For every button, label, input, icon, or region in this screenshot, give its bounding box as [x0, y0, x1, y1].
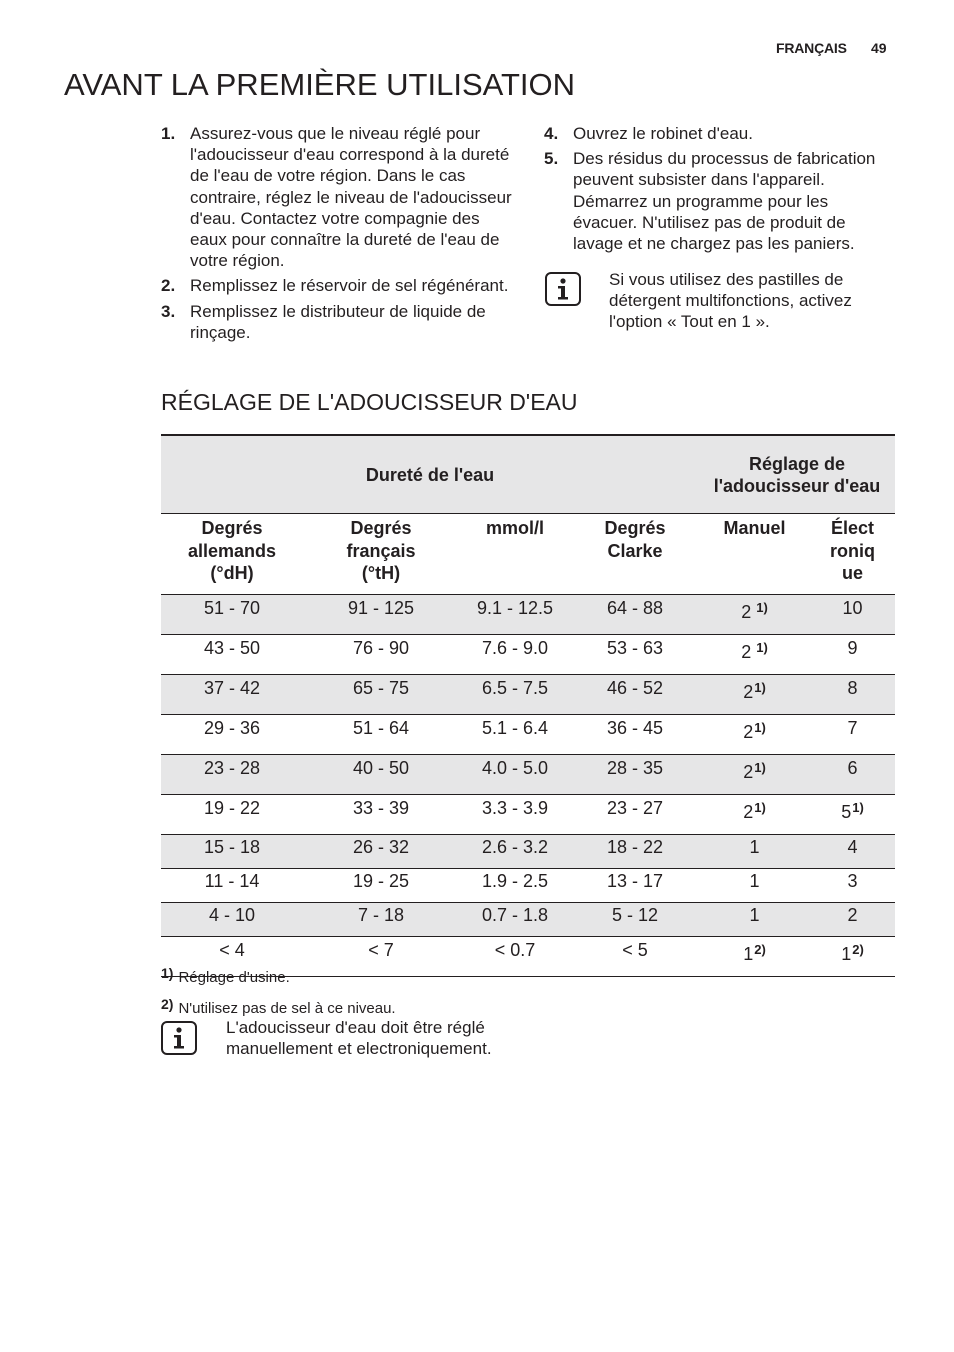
footnote-1: 1) Réglage d'usine.	[161, 965, 290, 986]
cell-electronic: 6	[810, 755, 895, 795]
step-1	[161, 123, 513, 271]
step-number: 3.	[161, 301, 176, 321]
cell-french-degrees: 7 - 18	[303, 903, 459, 937]
cell-clarke-degrees: 46 - 52	[571, 675, 699, 715]
cell-manual: 1$^{2)}$	[699, 937, 810, 977]
step-text: Ouvrez le robinet d'eau.	[573, 124, 753, 143]
steps-right-column	[544, 123, 896, 258]
cell-german-degrees: 19 - 22	[161, 795, 303, 835]
footnote-mark: 2)	[754, 942, 766, 957]
step-number: 2.	[161, 276, 176, 296]
header-language: FRANÇAIS	[776, 40, 847, 56]
footnote-mark: 1)	[754, 760, 766, 775]
cell-french-degrees: 51 - 64	[303, 715, 459, 755]
footnote-mark: 1)	[756, 640, 768, 655]
cell-french-degrees: 65 - 75	[303, 675, 459, 715]
info-icon	[161, 1021, 197, 1055]
cell-manual: 2$^{1)}$	[699, 715, 810, 755]
step-5	[544, 148, 896, 254]
cell-electronic: 2	[810, 903, 895, 937]
cell-german-degrees: 15 - 18	[161, 835, 303, 869]
cell-electronic: 7	[810, 715, 895, 755]
cell-manual: 1	[699, 869, 810, 903]
cell-french-degrees: 19 - 25	[303, 869, 459, 903]
cell-mmol: 7.6 - 9.0	[459, 635, 571, 675]
table-row	[161, 715, 895, 755]
cell-clarke-degrees: 53 - 63	[571, 635, 699, 675]
table-row	[161, 869, 895, 903]
page-number: 49	[871, 40, 887, 56]
cell-clarke-degrees: 13 - 17	[571, 869, 699, 903]
cell-clarke-degrees: 23 - 27	[571, 795, 699, 835]
main-title: AVANT LA PREMIÈRE UTILISATION	[64, 67, 576, 102]
cell-french-degrees: 40 - 50	[303, 755, 459, 795]
col-german-degrees: Degrés allemands (°dH)	[161, 514, 303, 595]
cell-german-degrees: 43 - 50	[161, 635, 303, 675]
cell-clarke-degrees: 18 - 22	[571, 835, 699, 869]
cell-manual: 2 $^{1)}$	[699, 635, 810, 675]
table-row	[161, 675, 895, 715]
cell-clarke-degrees: 28 - 35	[571, 755, 699, 795]
step-4	[544, 123, 896, 144]
cell-mmol: 0.7 - 1.8	[459, 903, 571, 937]
cell-electronic: 1$^{2)}$	[810, 937, 895, 977]
footnote-mark: 1)	[852, 800, 864, 815]
step-number: 4.	[544, 124, 559, 143]
info-note-text: L'adoucisseur d'eau doit être réglé manuellement et electroniquement.	[226, 1018, 492, 1059]
col-clarke-degrees: Degrés Clarke	[571, 514, 699, 595]
steps-left-column	[161, 123, 513, 347]
cell-electronic: 4	[810, 835, 895, 869]
cell-manual: 1	[699, 903, 810, 937]
cell-electronic: 8	[810, 675, 895, 715]
cell-mmol: 3.3 - 3.9	[459, 795, 571, 835]
cell-german-degrees: < 4	[161, 937, 303, 977]
cell-mmol: 9.1 - 12.5	[459, 595, 571, 635]
step-2	[161, 275, 513, 296]
cell-mmol: 5.1 - 6.4	[459, 715, 571, 755]
cell-german-degrees: 11 - 14	[161, 869, 303, 903]
footnote-mark: 1)	[754, 680, 766, 695]
step-text: Assurez-vous que le niveau réglé pour l'adoucisseur d'eau correspond à la dureté de l'eau de votre région. Dans le cas contraire, réglez le niveau de l'adoucisseur d'eau. Contactez votre compagnie des eaux pour connaître la dureté de l'eau de votre région.	[190, 124, 512, 271]
cell-manual: 2$^{1)}$	[699, 675, 810, 715]
step-number: 5.	[544, 149, 559, 169]
cell-clarke-degrees: < 5	[571, 937, 699, 977]
cell-clarke-degrees: 5 - 12	[571, 903, 699, 937]
section-title: RÉGLAGE DE L'ADOUCISSEUR D'EAU	[161, 389, 578, 415]
col-french-degrees: Degrés français (°tH)	[303, 514, 459, 595]
table-row	[161, 635, 895, 675]
table-row	[161, 795, 895, 835]
cell-german-degrees: 23 - 28	[161, 755, 303, 795]
cell-clarke-degrees: 36 - 45	[571, 715, 699, 755]
cell-electronic: 3	[810, 869, 895, 903]
step-text: Des résidus du processus de fabrication peuvent subsister dans l'appareil. Démarrez un programme pour les évacuer. N'utilisez pas de produit de lavage et ne chargez pas les paniers.	[573, 149, 876, 254]
cell-french-degrees: 91 - 125	[303, 595, 459, 635]
cell-german-degrees: 29 - 36	[161, 715, 303, 755]
cell-french-degrees: < 7	[303, 937, 459, 977]
info-note-text: Si vous utilisez des pastilles de détergent multifonctions, activez l'option « Tout en 1 ».	[609, 270, 852, 332]
cell-mmol: < 0.7	[459, 937, 571, 977]
cell-german-degrees: 4 - 10	[161, 903, 303, 937]
cell-mmol: 1.9 - 2.5	[459, 869, 571, 903]
step-number: 1.	[161, 124, 176, 143]
cell-electronic: 9	[810, 635, 895, 675]
table-row	[161, 755, 895, 795]
cell-french-degrees: 33 - 39	[303, 795, 459, 835]
step-text: Remplissez le réservoir de sel régénérant.	[190, 276, 509, 296]
cell-french-degrees: 76 - 90	[303, 635, 459, 675]
footnote-2: 2) N'utilisez pas de sel à ce niveau.	[161, 996, 396, 1017]
cell-french-degrees: 26 - 32	[303, 835, 459, 869]
cell-clarke-degrees: 64 - 88	[571, 595, 699, 635]
table-row	[161, 903, 895, 937]
cell-manual: 2$^{1)}$	[699, 755, 810, 795]
cell-manual: 1	[699, 835, 810, 869]
cell-manual: 2$^{1)}$	[699, 795, 810, 835]
cell-electronic: 5$^{1)}$	[810, 795, 895, 835]
cell-mmol: 6.5 - 7.5	[459, 675, 571, 715]
cell-electronic: 10	[810, 595, 895, 635]
cell-german-degrees: 37 - 42	[161, 675, 303, 715]
col-manual: Manuel	[699, 514, 810, 595]
header-softener-setting: Réglage de l'adoucisseur d'eau	[699, 435, 895, 514]
header-water-hardness: Dureté de l'eau	[161, 435, 699, 514]
cell-manual: 2 $^{1)}$	[699, 595, 810, 635]
footnote-mark: 2)	[852, 942, 864, 957]
step-3	[161, 301, 513, 343]
step-text: Remplissez le distributeur de liquide de rinçage.	[190, 301, 486, 342]
footnote-mark: 1)	[756, 600, 768, 615]
info-icon	[545, 272, 581, 306]
footnotes	[161, 960, 396, 1022]
table-row	[161, 835, 895, 869]
col-mmol: mmol/l	[459, 514, 571, 595]
cell-mmol: 2.6 - 3.2	[459, 835, 571, 869]
col-electronic: Électronique	[810, 514, 895, 595]
table-row	[161, 595, 895, 635]
water-hardness-table	[161, 434, 895, 977]
footnote-mark: 1)	[754, 800, 766, 815]
cell-german-degrees: 51 - 70	[161, 595, 303, 635]
footnote-mark: 1)	[754, 720, 766, 735]
cell-mmol: 4.0 - 5.0	[459, 755, 571, 795]
